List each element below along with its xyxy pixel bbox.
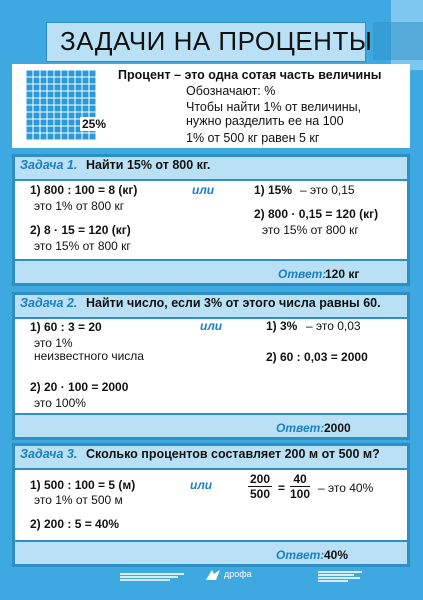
- publisher-logo-icon: [204, 568, 222, 582]
- grid-cell: [62, 106, 68, 112]
- task-1-text: Найти 15% от 800 кг.: [86, 158, 211, 172]
- grid-cell: [55, 92, 61, 98]
- grid-cell: [69, 99, 75, 105]
- grid-cell: [34, 113, 40, 119]
- example-text: 1% от 500 кг равен 5 кг: [186, 131, 320, 145]
- grid-cell: [34, 92, 40, 98]
- grid-cell: [27, 92, 33, 98]
- task-1-label: Задача 1.: [20, 158, 78, 172]
- task-3-step-1-note: это 1% от 500 м: [34, 493, 123, 507]
- grid-cell: [69, 92, 75, 98]
- fraction-40-100: [290, 472, 310, 501]
- task-3-step-1: 1) 500 : 100 = 5 (м): [30, 478, 136, 492]
- grid-cell: [62, 71, 68, 77]
- fraction-200-500: [248, 472, 272, 501]
- grid-cell: [27, 113, 33, 119]
- task-2-step-1-note-1: это 1%: [34, 336, 73, 350]
- grid-cell: [48, 134, 54, 140]
- grid-cell: [48, 106, 54, 112]
- task-1-or: или: [192, 183, 215, 197]
- grid-cell: [41, 113, 47, 119]
- grid-cell: [83, 92, 89, 98]
- grid-cell: [76, 92, 82, 98]
- grid-cell: [55, 120, 61, 126]
- grid-cell: [69, 78, 75, 84]
- grid-cell: [27, 120, 33, 126]
- grid-cell: [41, 92, 47, 98]
- grid-cell: [69, 120, 75, 126]
- grid-cell: [48, 92, 54, 98]
- grid-cell: [90, 78, 96, 84]
- task-1-step-2-note: это 15% от 800 кг: [34, 239, 131, 253]
- fine-print-right: [318, 570, 368, 586]
- grid-cell: [55, 127, 61, 133]
- grid-cell: [41, 134, 47, 140]
- grid-cell: [90, 134, 96, 140]
- task-1-step-1-note: это 1% от 800 кг: [34, 199, 125, 213]
- grid-cell: [62, 127, 68, 133]
- grid-cell: [41, 85, 47, 91]
- grid-cell: [48, 127, 54, 133]
- grid-cell: [83, 71, 89, 77]
- task-3-step-2: 2) 200 : 5 = 40%: [30, 517, 120, 531]
- task-3-label: Задача 3.: [20, 447, 78, 461]
- grid-cell: [34, 85, 40, 91]
- grid-cell: [27, 71, 33, 77]
- grid-cell: [62, 120, 68, 126]
- grid-cell: [62, 99, 68, 105]
- grid-cell: [76, 78, 82, 84]
- task-1-alt-2: 2) 800 · 0,15 = 120 (кг): [254, 207, 379, 221]
- grid-cell: [41, 106, 47, 112]
- grid-cell: [41, 127, 47, 133]
- grid-cell: [83, 85, 89, 91]
- grid-cell: [27, 134, 33, 140]
- grid-cell: [90, 85, 96, 91]
- grid-cell: [76, 71, 82, 77]
- task-1-answer-label: Ответ:: [278, 267, 327, 281]
- task-2-step-2: 2) 20 · 100 = 2000: [30, 380, 129, 394]
- grid-cell: [34, 106, 40, 112]
- task-1-alt-2-note: это 15% от 800 кг: [262, 223, 359, 237]
- task-1-alt-1-note: – это 0,15: [300, 183, 355, 197]
- grid-cell: [48, 78, 54, 84]
- task-2-answer-label: Ответ:: [276, 421, 325, 435]
- task-1-alt-1: 1) 15%: [254, 183, 293, 197]
- grid-label: 25%: [82, 117, 107, 131]
- grid-cell: [90, 106, 96, 112]
- grid-cell: [69, 113, 75, 119]
- task-1-answer: 120 кг: [325, 267, 360, 281]
- grid-cell: [62, 113, 68, 119]
- task-3-text: Сколько процентов составляет 200 м от 500 м?: [86, 447, 380, 461]
- task-3-answer: 40%: [324, 548, 349, 562]
- grid-cell: [83, 134, 89, 140]
- task-1-step-1: 1) 800 : 100 = 8 (кг): [30, 183, 138, 197]
- rule-line-2: нужно разделить ее на 100: [186, 114, 344, 128]
- grid-cell: [27, 99, 33, 105]
- task-3-or: или: [190, 478, 213, 492]
- grid-cell: [55, 113, 61, 119]
- task-2-text: Найти число, если 3% от этого числа равны 60.: [86, 296, 381, 310]
- task-2-alt-1-note: – это 0,03: [306, 319, 361, 333]
- task-2-step-1: 1) 60 : 3 = 20: [30, 320, 102, 334]
- grid-cell: [83, 99, 89, 105]
- grid-cell: [41, 120, 47, 126]
- grid-cell: [55, 99, 61, 105]
- grid-cell: [76, 134, 82, 140]
- grid-cell: [62, 134, 68, 140]
- grid-cell: [27, 106, 33, 112]
- grid-cell: [69, 85, 75, 91]
- fraction-1-denominator: 500: [250, 487, 271, 501]
- grid-cell: [55, 106, 61, 112]
- task-2-alt-2: 2) 60 : 0,03 = 2000: [266, 350, 368, 364]
- grid-cell: [83, 78, 89, 84]
- task-2-label: Задача 2.: [20, 296, 78, 310]
- task-2-or: или: [200, 319, 223, 333]
- grid-cell: [34, 78, 40, 84]
- grid-cell: [83, 106, 89, 112]
- grid-cell: [41, 71, 47, 77]
- task-3-answer-label: Ответ:: [276, 548, 325, 562]
- corner-decoration: [373, 0, 423, 70]
- grid-cell: [34, 134, 40, 140]
- task-2-step-1-note-2: неизвестного числа: [34, 349, 144, 363]
- grid-cell: [69, 127, 75, 133]
- task-3-alt-note: – это 40%: [318, 481, 374, 495]
- grid-cell: [27, 78, 33, 84]
- grid-cell: [48, 85, 54, 91]
- task-2-step-2-note: это 100%: [34, 396, 86, 410]
- grid-cell: [55, 71, 61, 77]
- grid-cell: [90, 92, 96, 98]
- fine-print-left: [120, 572, 190, 584]
- grid-cell: [62, 78, 68, 84]
- grid-cell: [62, 92, 68, 98]
- grid-cell: [48, 99, 54, 105]
- grid-cell: [34, 99, 40, 105]
- grid-cell: [76, 106, 82, 112]
- task-2-answer: 2000: [324, 421, 351, 435]
- grid-cell: [41, 78, 47, 84]
- grid-cell: [55, 134, 61, 140]
- grid-cell: [48, 113, 54, 119]
- equals-sign: =: [278, 481, 286, 495]
- grid-cell: [69, 106, 75, 112]
- grid-cell: [34, 127, 40, 133]
- grid-cell: [27, 85, 33, 91]
- notation-text: Обозначают: %: [186, 84, 276, 98]
- fraction-2-denominator: 100: [290, 487, 311, 501]
- grid-cell: [55, 78, 61, 84]
- grid-cell: [34, 71, 40, 77]
- task-3-footer: [15, 540, 407, 564]
- rule-line-1: Чтобы найти 1% от величины,: [186, 100, 362, 114]
- grid-cell: [90, 71, 96, 77]
- grid-cell: [48, 71, 54, 77]
- publisher-name: дрофа: [224, 569, 252, 579]
- grid-cell: [76, 99, 82, 105]
- grid-cell: [69, 71, 75, 77]
- grid-cell: [34, 120, 40, 126]
- grid-cell: [76, 85, 82, 91]
- grid-cell: [55, 85, 61, 91]
- fraction-1-numerator: 200: [250, 472, 271, 486]
- grid-cell: [48, 120, 54, 126]
- definition-text: Процент – это одна сотая часть величины: [118, 68, 382, 82]
- grid-cell: [90, 99, 96, 105]
- page-title: ЗАДАЧИ НА ПРОЦЕНТЫ: [60, 26, 373, 56]
- grid-cell: [27, 127, 33, 133]
- grid-cell: [62, 85, 68, 91]
- task-1-step-2: 2) 8 · 15 = 120 (кг): [30, 223, 131, 237]
- task-2-panel: [12, 292, 410, 440]
- task-2-alt-1: 1) 3%: [266, 319, 298, 333]
- grid-cell: [41, 99, 47, 105]
- fraction-2-numerator: 40: [290, 472, 310, 487]
- grid-cell: [69, 134, 75, 140]
